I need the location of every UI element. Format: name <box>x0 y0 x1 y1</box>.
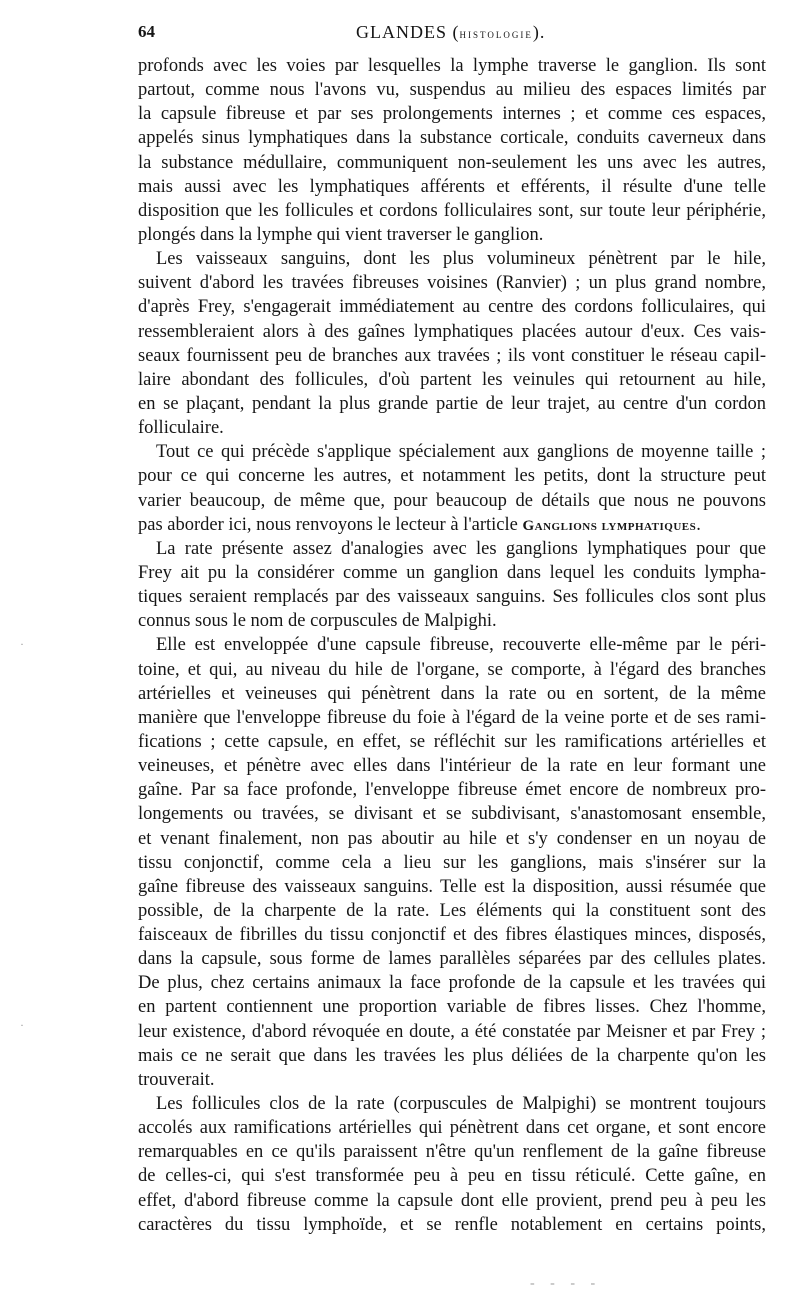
crossref-link: Ganglions lymphatiques <box>522 517 697 534</box>
text-line: folliculaire. <box>138 418 224 439</box>
text-line-with-crossref <box>138 513 766 537</box>
text-line: Tout ce qui précède s'applique spécialement aux ganglions de moyenne taille ; <box>156 442 766 463</box>
text-line: leur existence, d'abord révoquée en doute, a été constatée par Meisner et par Frey ; <box>138 1021 766 1042</box>
running-head-title-end: ). <box>532 22 546 42</box>
text-line: veineuses, et pénètre avec elles dans l'intérieur de la rate en leur formant une <box>138 756 766 777</box>
text-line: disposition que les follicules et cordons folliculaires sont, sur toute leur périphérie, <box>138 200 766 221</box>
text-line: laire abondant des follicules, d'où partent les veinules qui retournent au hile, <box>138 369 766 390</box>
page-number: 64 <box>138 22 155 41</box>
text-line: en se plaçant, pendant la plus grande partie de leur trajet, au centre d'un cordon <box>138 393 766 414</box>
text-line: effet, d'abord fibreuse comme la capsule dont elle provient, prend peu à peu les <box>138 1190 766 1211</box>
running-head-title-main: GLANDES ( <box>356 22 460 42</box>
running-head <box>138 19 768 45</box>
text-line: trouverait. <box>138 1069 215 1090</box>
text-line: pas aborder ici, nous renvoyons le lecteur à l'article <box>138 514 523 535</box>
running-head-title-sub: histologie <box>459 26 533 41</box>
text-line: tiques seraient remplacés par des vaisseaux sanguins. Ses follicules clos sont plus <box>138 587 766 608</box>
text-line: la capsule fibreuse et par ses prolongements internes ; et comme ces espaces, <box>138 104 766 125</box>
text-line: pour ce qui concerne les autres, et notamment les petits, dont la structure peut <box>138 466 766 487</box>
scan-speck-marks: - - - - <box>530 1276 602 1291</box>
text-line: manière que l'enveloppe fibreuse du foie à l'égard de la veine porte et de ses rami- <box>138 707 766 728</box>
text-line: seaux fournissent peu de branches aux travées ; ils vont constituer le réseau capil- <box>138 345 766 366</box>
text-line: Les vaisseaux sanguins, dont les plus volumineux pénètrent par le hile, <box>156 249 766 270</box>
text-line: de celles-ci, qui s'est transformée peu à peu en tissu réticulé. Cette gaîne, en <box>138 1166 766 1187</box>
running-head-title <box>356 19 545 47</box>
text-line: De plus, chez certains animaux la face profonde de la capsule et les travées qui <box>138 973 766 994</box>
text-line: partout, comme nous l'avons vu, suspendus au milieu des espaces limités par <box>138 80 766 101</box>
text-line: mais aussi avec les lymphatiques afférents et efférents, il résulte d'une telle <box>138 176 766 197</box>
text-line: varier beaucoup, de même que, pour beaucoup de détails que nous ne pouvons <box>138 490 766 511</box>
text-line: dans la capsule, sous forme de lames parallèles séparées par des cellules plates. <box>138 949 766 970</box>
text-line: toine, et qui, au niveau du hile de l'organe, se comporte, à l'égard des branches <box>138 659 766 680</box>
text-line: en partent contiennent une proportion variable de fibres lisses. Chez l'homme, <box>138 997 766 1018</box>
text-line: ressembleraient alors à des gaînes lymphatiques placées autour d'eux. Ces vais- <box>138 321 766 342</box>
margin-speck: · <box>20 637 24 651</box>
text-line: gaîne. Par sa face profonde, l'enveloppe fibreuse émet encore de nombreux pro- <box>138 780 766 801</box>
paragraph <box>138 537 766 634</box>
text-line: connus sous le nom de corpuscules de Malpighi. <box>138 611 497 632</box>
text-line: Frey ait pu la considérer comme un ganglion dans lequel les conduits lympha- <box>138 562 766 583</box>
text-line: et venant finalement, non pas aboutir au hile et s'y condenser en un noyau de <box>138 828 766 849</box>
text-line: tissu conjonctif, comme cela a lieu sur les ganglions, mais s'insérer sur la <box>138 852 766 873</box>
text-line: faisceaux de fibrilles du tissu conjonctif et des fibres élastiques minces, disposés, <box>138 925 766 946</box>
text-line: Elle est enveloppée d'une capsule fibreuse, recouverte elle-même par le péri- <box>156 635 766 656</box>
paragraph <box>138 633 766 1092</box>
text-line: La rate présente assez d'analogies avec les ganglions lymphatiques pour que <box>156 538 766 559</box>
text-line: caractères du tissu lymphoïde, et se renfle notablement en certains points, <box>138 1214 766 1235</box>
text-line: longements ou travées, se divisant et se subdivisant, s'anastomosant ensemble, <box>138 804 766 825</box>
text-line: suivent d'abord les travées fibreuses voisines (Ranvier) ; un plus grand nombre, <box>138 273 766 294</box>
text-line: profonds avec les voies par lesquelles la lymphe traverse le ganglion. Ils sont <box>138 56 766 76</box>
paragraph <box>138 247 766 440</box>
text-line: fications ; cette capsule, en effet, se réfléchit sur les ramifications artérielles et <box>138 731 766 752</box>
text-line: accolés aux ramifications artérielles qui pénètrent dans cet organe, et sont encore <box>138 1118 766 1139</box>
text-line: d'après Frey, s'engagerait immédiatement au centre des cordons folliculaires, qui <box>138 297 766 318</box>
text-line: artérielles et veineuses qui pénètrent dans la rate ou en sortent, de la même <box>138 683 766 704</box>
text-line: Les follicules clos de la rate (corpuscules de Malpighi) se montrent toujours <box>156 1094 766 1115</box>
paragraph <box>138 54 766 247</box>
text-line: mais ce ne serait que dans les travées les plus déliées de la charpente qu'on les <box>138 1045 766 1066</box>
text-line: la substance médullaire, communiquent non-seulement les uns avec les autres, <box>138 152 766 173</box>
crossref-punctuation: . <box>696 514 701 535</box>
text-line: appelés sinus lymphatiques dans la substance corticale, conduits caverneux dans <box>138 128 766 149</box>
paragraph <box>138 1092 766 1237</box>
text-line: possible, de la charpente de la rate. Les éléments qui la constituent sont des <box>138 900 766 921</box>
paragraph <box>138 440 766 537</box>
body-text <box>138 54 766 1237</box>
text-line: plongés dans la lymphe qui vient traverser le ganglion. <box>138 224 544 245</box>
margin-speck: · <box>20 1018 24 1032</box>
text-line: remarquables en ce qu'ils paraissent n'être qu'un renflement de la gaîne fibreuse <box>138 1142 766 1163</box>
text-line: gaîne fibreuse des vaisseaux sanguins. Telle est la disposition, aussi résumée que <box>138 876 766 897</box>
